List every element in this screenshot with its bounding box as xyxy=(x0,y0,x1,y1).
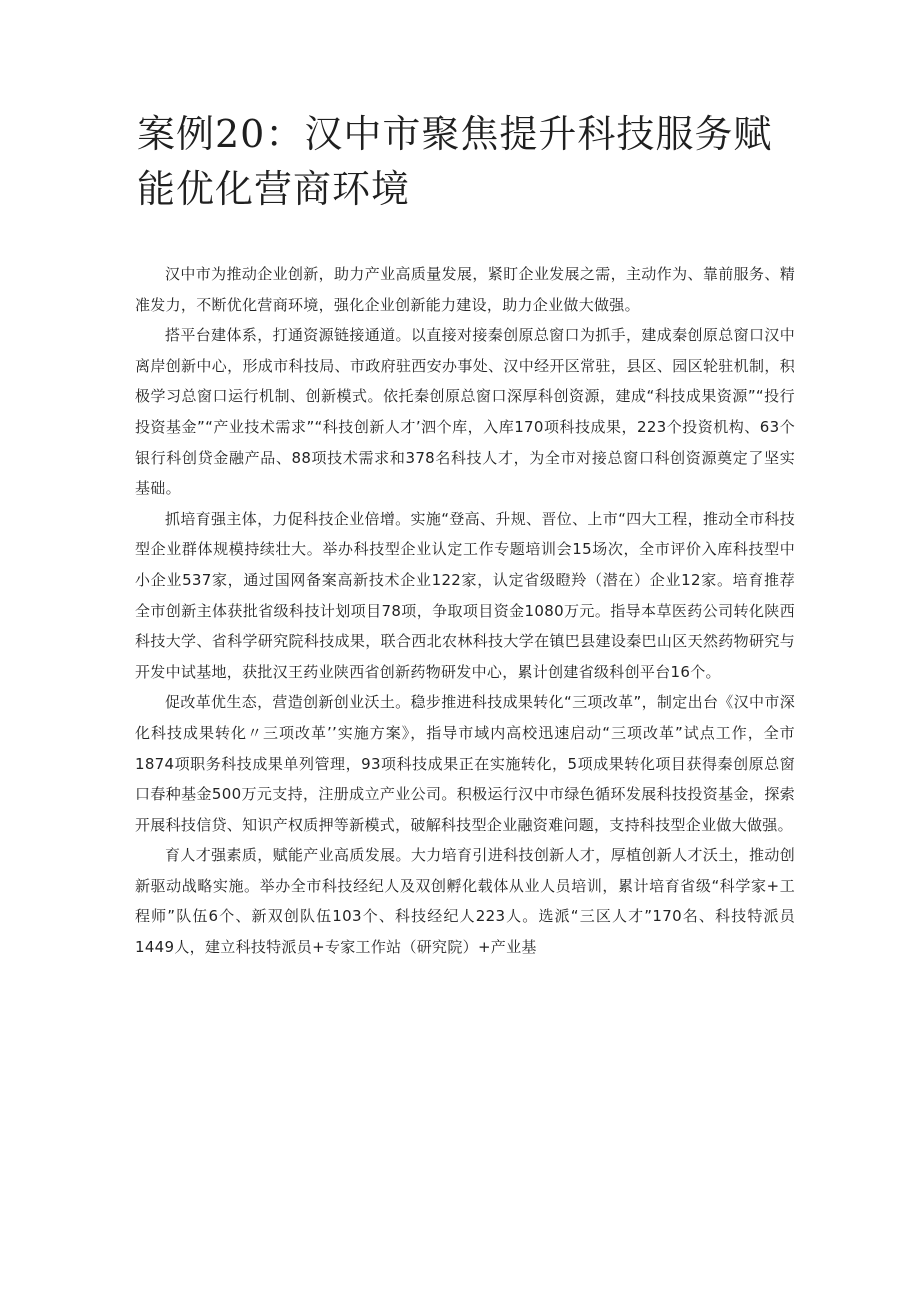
document-body xyxy=(135,259,795,963)
paragraph-intro: 汉中市为推动企业创新，助力产业高质量发展，紧盯企业发展之需，主动作为、靠前服务、精准发力，不断优化营商环境，强化企业创新能力建设，助力企业做大做强。 xyxy=(135,265,795,314)
document-title: 案例20：汉中市聚焦提升科技服务赋能优化营商环境 xyxy=(137,112,773,211)
paragraph-cultivation: 抓培育强主体，力促科技企业倍增。实施“登高、升规、晋位、上市“四大工程，推动全市科技型企业群体规模持续壮大。举办科技型企业认定工作专题培训会15场次，全市评价入库科技型中小企业537家，通过国网备案高新技术企业122家，认定省级瞪羚（潜在）企业12家。培育推荐全市创新主体获批省级科技计划项目78项，争取项目资金1080万元。指导本草医药公司转化陕西科技大学、省科学研究院科技成果，联合西北农林科技大学在镇巴县建设秦巴山区天然药物研究与开发中试基地，获批汉王药业陕西省创新药物研发中心，累计创建省级科创平台16个。 xyxy=(135,509,795,681)
paragraph-platform: 搭平台建体系，打通资源链接通道。以直接对接秦创原总窗口为抓手，建成秦创原总窗口汉中离岸创新中心，形成市科技局、市政府驻西安办事处、汉中经开区常驻，县区、园区轮驻机制，积极学习总窗口运行机制、创新模式。依托秦创原总窗口深厚科创资源，建成“科技成果资源”“投行投资基金”“产业技术需求”“科技创新人才’泗个库，入库170项科技成果，223个投资机构、63个银行科创贷金融产品、88项技术需求和378名科技人才，为全市对接总窗口科创资源奠定了坚实基础。 xyxy=(135,326,795,498)
paragraph-talent: 育人才强素质，赋能产业高质发展。大力培育引进科技创新人才，厚植创新人才沃土，推动创新驱动战略实施。举办全市科技经纪人及双创孵化载体从业人员培训，累计培育省级“科学家+工程师”队伍6个、新双创队伍103个、科技经纪人223人。选派“三区人才”170名、科技特派员1449人，建立科技特派员+专家工作站（研究院）+产业基 xyxy=(135,846,795,957)
paragraph-reform: 促改革优生态，营造创新创业沃土。稳步推进科技成果转化“三项改革”，制定出台《汉中市深化科技成果转化〃三项改革’’实施方案》，指导市域内高校迅速启动“三项改革”试点工作，全市1874项职务科技成果单列管理，93项科技成果正在实施转化，5项成果转化项目获得秦创原总窗口春种基金500万元支持，注册成立产业公司。积极运行汉中市绿色循环发展科技投资基金，探索开展科技信贷、知识产权质押等新模式，破解科技型企业融资难问题，支持科技型企业做大做强。 xyxy=(135,693,795,834)
